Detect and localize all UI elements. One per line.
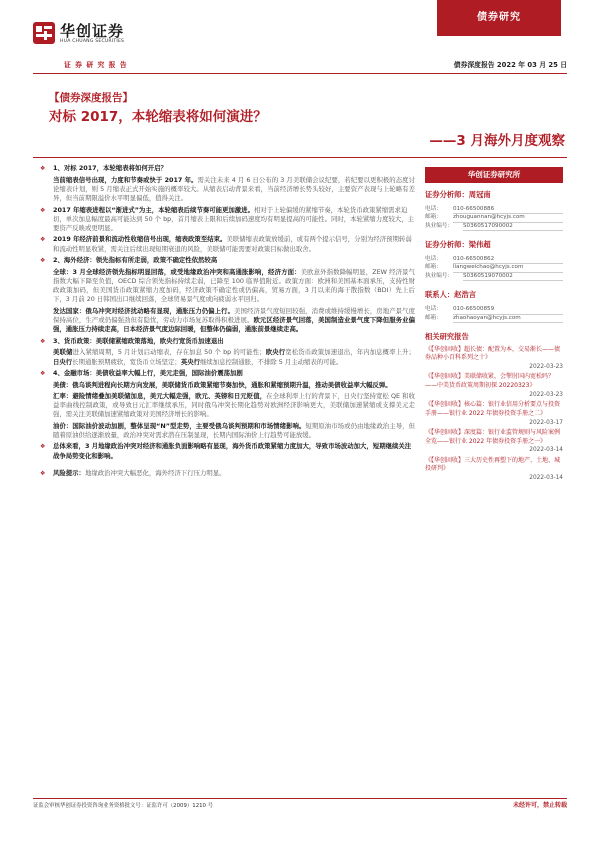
main-content (40, 164, 415, 480)
para-text: 在全球利率上行的背景下，日央行坚持宽松 QE 和收益率曲线控制政策，或导致日元汇率继续承压，同时俄乌冲突长期化趋势对欧洲经济影响更大，美联储加速紧缩或支撑美元走强，需关注美联储加速紧缩政策对美国经济增长的影响。 (53, 391, 415, 419)
contact-license (425, 223, 563, 232)
report-type-label: 证 券 研 究 报 告 (64, 61, 128, 69)
license-value: S0360519070002 (463, 273, 563, 282)
para-lead: 欧元区经济景气回落，美国制造业景气度下降但服务业偏强，通胀压力持续走高，日本经济景气度边际回暖，但整体仍偏弱，通胀前景继续走高。 (53, 316, 416, 334)
phone-value: 010-66500859 (453, 306, 563, 315)
license-label: 执业编号： (425, 222, 453, 229)
section-heading: 2、海外经济：领先指标有所走弱，政策不确定性依然较高 (53, 255, 218, 264)
page-subtitle: ——3 月海外月度观察 (429, 133, 565, 149)
related-report-link[interactable]: 《【华创固收】超长债：配置为本，交易渐长——债券品种小百科系列之十》 (425, 345, 561, 362)
bullet-section-4 (40, 369, 415, 379)
paragraph (40, 268, 415, 305)
paragraph (40, 307, 415, 335)
contact-phone (425, 206, 563, 215)
section-heading: 1、对标 2017，本轮缩表将如何开启？ (53, 164, 167, 172)
para-text: 宽松货币政策加速退出，年内加息概率上升； (285, 348, 416, 357)
related-report-date: 2022-03-23 (529, 364, 563, 371)
contact-email (425, 315, 563, 324)
logo-text-cn: 华创证券 (60, 22, 125, 40)
report-date: 债券深度报告 2022 年 03 月 25 日 (453, 61, 567, 69)
analyst-name: 证券分析师：梁伟超 (425, 240, 491, 250)
para-lead: 欧央行 (265, 348, 286, 357)
para-text: 美欧意外指数降幅明显，ZEW 经济景气指数大幅下降至负值，OECD 综合领先指标持续走弱，已降至 100 临界值附近。政策方面：欧洲和美国基本面承压，支持性财政政策加码，但美国货币政策紧缩力度加码，经济政策不确定性或仍偏高，贸易方面，3 月以来的海干散指数（BDI）先上后下，3 月前 20 日韩国出口继续回落，全球贸易景气度或向疲弱水平回归。 (53, 267, 416, 304)
para-lead: 2019 年经济前景和流动性收缩信号出现，缩表政策至结束。 (53, 235, 227, 244)
contact-license (425, 273, 563, 282)
risk-text: 地缘政治冲突大幅恶化，海外经济下行压力明显。 (84, 468, 226, 477)
page-title: 对标 2017，本轮缩表将如何演进？ (49, 109, 267, 125)
phone-value: 010-66500862 (453, 256, 563, 265)
section-heading: 3、货币政策：美联储紧缩政策落地，欧央行宽货币加速退出 (53, 336, 224, 345)
header-divider (33, 73, 567, 74)
para-lead: 日央行 (53, 357, 73, 366)
bullet-paragraph (40, 206, 415, 234)
related-report-link[interactable]: 《【华创固收】美联储收紧，会掣肘国内宽松吗？——中美货币政策周期初探 20220323》 (425, 373, 555, 390)
related-report-date: 2022-03-23 (529, 391, 563, 398)
diamond-bullet-icon: ❖ (40, 165, 46, 172)
para-lead: 美债：俄乌谈判进程向长期方向发展，美联储货币政策紧缩节奏加快，通胀和紧缩预期升温，推动美债收益率大幅反弹。 (53, 380, 392, 389)
analyst-card (425, 190, 563, 231)
para-lead: 当前缩表信号出现，力度和节奏或快于 2017 年。 (53, 175, 198, 184)
diamond-bullet-icon: ❖ (40, 369, 46, 377)
phone-label: 电话： (425, 205, 442, 212)
phone-label: 电话： (425, 255, 442, 262)
paragraph (40, 392, 415, 420)
bullet-paragraph (40, 235, 415, 254)
contact-phone (425, 306, 563, 315)
related-report-date: 2022-03-14 (529, 475, 563, 482)
para-text: 进入紧缩周期，5 月计划启动缩表，存在加息 50 个 bp 的可能性； (72, 348, 266, 357)
related-report-date: 2022-03-17 (529, 419, 563, 426)
para-lead: 全球：3 月全球经济领先指标明显回落，或受地缘政治冲突和高通胀影响，经济方面： (53, 267, 301, 276)
paragraph (40, 348, 415, 367)
category-badge: 债券研究 (437, 0, 561, 36)
email-link[interactable]: liangweichao@hcyjs.com (453, 264, 563, 273)
bullet-paragraph (40, 442, 415, 461)
related-report-date: 2022-03-14 (529, 447, 563, 454)
para-text: 长期通胀预期疲软，宽货币立场坚定； (72, 357, 181, 366)
report-tag: 【债券深度报告】 (49, 92, 133, 104)
para-lead: 2017 年缩表进程以“渐进式”为主，本轮缩表后续节奏可能更加激进。 (53, 205, 254, 214)
diamond-bullet-icon: ❖ (40, 256, 46, 264)
contact-email (425, 264, 563, 273)
footer-disclaimer: 证监会审核华创证券投资咨询业务资格批文号：证监许可（2009）1210 号 (33, 803, 214, 809)
diamond-bullet-icon: ❖ (40, 236, 46, 244)
phone-label: 电话： (425, 306, 442, 313)
footer-divider (33, 798, 567, 799)
license-label: 执业编号： (425, 272, 453, 279)
contact-email (425, 214, 563, 223)
diamond-bullet-icon: ❖ (40, 443, 46, 451)
diamond-bullet-icon: ❖ (40, 337, 46, 345)
para-lead: 汇率：避险情绪叠加美联储加息，美元大幅走强，欧元、英镑和日元贬值， (53, 391, 267, 400)
email-link[interactable]: zhouguannan@hcyjs.com (453, 214, 563, 223)
para-text: 相对于上轮偏缓的紧缩节奏，本轮货币政策紧缩需求迫切，单次加息幅度最高可能达到 50 个 bp，首月缩表上限和后续加码速度均有明显提高的可能性。同时，本轮紧缩力度较大，主要资产反映或更明显。 (53, 205, 415, 233)
para-text: 短期原油市场或仍由地缘政治主导，但随着原油供给逐渐放量，政治冲突对需求潜在压制显现，长期内国际油价上行趋势可能放缓。 (53, 421, 415, 439)
section-heading: 4、金融市场：美债收益率大幅上行，美元走强，国际油价震荡加剧 (53, 368, 243, 377)
paragraph (40, 176, 415, 204)
para-text: 继续加息控制通胀，不排除 5 月主动缩表的可能。 (199, 357, 343, 366)
phone-value: 010-66500886 (453, 206, 563, 215)
analyst-name: 证券分析师：周冠南 (425, 190, 491, 199)
contact-name: 联系人：赵浩言 (425, 290, 477, 300)
email-label: 邮箱： (425, 314, 442, 321)
para-lead: 英央行 (180, 357, 200, 366)
contact-phone (425, 256, 563, 265)
summary-text: 总体来看，3 月地缘政治冲突对经济和通胀负面影响略有显现，海外货币政策紧缩力度加大，导致市场波动加大，短期继续关注战争局势变化和影响。 (53, 442, 412, 460)
para-text: 美国经济景气度短回较强，消费或维持缓慢增长，房地产景气度保持高位，生产或仍偏强劲但有隐忧，劳动力市场复苏取得积极进展。 (53, 306, 416, 325)
bullet-section-1 (40, 164, 415, 174)
para-text: 需关注未来 4 月 6 日公布的 3 月美联储会议纪要，若纪要以更积极的态度讨论缩表计划，则 5 月缩表正式开始实施的概率较大。从缩表启动背景来看，当前经济增长势头较好，主要资产表现与上轮略有差异，但当前期限溢价水平明显偏低，值得关注。 (53, 175, 415, 203)
footer-copyright: 未经许可，禁止转载 (512, 802, 567, 809)
license-value: S0360517090002 (463, 223, 563, 232)
title-divider (33, 157, 567, 158)
risk-warning (40, 469, 415, 479)
para-text: 美联储缩表政策放缓前，或有两个提示信号，分别为经济预期转弱和流动性明显收紧，需关注后续出现短期衰退的风险，美联储可能需要对政策目标做出取舍。 (53, 235, 412, 253)
email-label: 邮箱： (425, 264, 442, 271)
para-lead: 油价：国际油价波动加剧，整体呈现“N”型走势，主要受俄乌谈判预期和市场情绪影响。 (53, 421, 306, 430)
sidebar-header: 华创证券研究所 (425, 167, 563, 183)
sidebar (425, 190, 563, 485)
related-research-title: 相关研究报告 (425, 332, 469, 342)
related-report-link[interactable]: 《【华创固收】深度篇：银行业监管规则与风险案例全览——银行业 2022 年债券投资手册之一》 (425, 428, 561, 445)
related-report-link[interactable]: 《【华创固收】核心篇：银行业信用分析要点与投资手册——银行业 2022 年债券投资手册之二》 (425, 401, 561, 417)
related-report-link[interactable]: 《【华创固收】三大历史性再塑下的地产、土地、城投研判》 (425, 456, 561, 473)
diamond-bullet-icon: ❖ (40, 206, 46, 214)
email-link[interactable]: zhaohaoyan@hcyjs.com (453, 315, 563, 324)
email-label: 邮箱： (425, 214, 442, 221)
contact-card (425, 290, 563, 323)
paragraph (40, 422, 415, 441)
para-lead: 美联储 (53, 348, 73, 357)
bullet-section-3 (40, 337, 415, 347)
analyst-card (425, 240, 563, 281)
logo-text-en: HUA CHUANG SECURITIES (60, 39, 125, 44)
para-lead: 发达国家：俄乌冲突对经济扰动略有显现，通胀压力仍偏上行。 (53, 306, 235, 315)
diamond-bullet-icon: ❖ (40, 469, 46, 477)
risk-label: 风险提示： (53, 468, 85, 477)
logo-icon (33, 22, 55, 44)
paragraph (40, 381, 415, 390)
bullet-section-2 (40, 256, 415, 266)
